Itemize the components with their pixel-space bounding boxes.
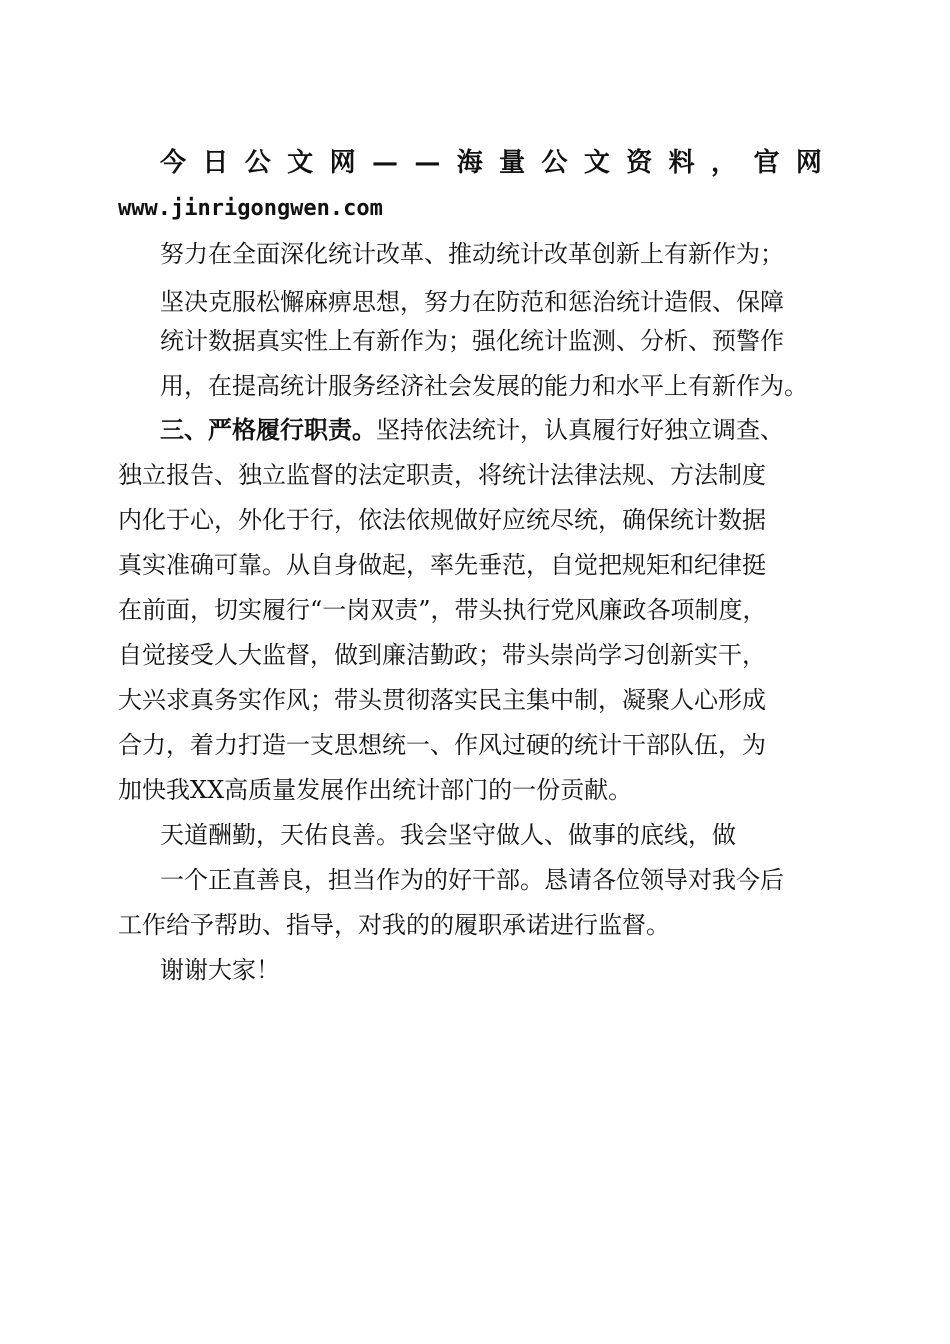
- header-char: 网: [329, 148, 356, 178]
- paragraph-line: 自觉接受人大监督，做到廉洁勤政；带头崇尚学习创新实干，: [118, 641, 766, 669]
- header-char: 官: [753, 148, 780, 178]
- paragraph-line: 合力，着力打造一支思想统一、作风过硬的统计干部队伍，为: [118, 731, 766, 759]
- paragraph-line: 天道酬勤，天佑良善。我会坚守做人、做事的底线，做: [160, 821, 736, 849]
- paragraph-text: 坚持依法统计，认真履行好独立调查、: [376, 416, 784, 444]
- header-char: —: [414, 148, 441, 178]
- paragraph-line: 真实准确可靠。从自身做起，率先垂范，自觉把规矩和纪律挺: [118, 551, 766, 579]
- paragraph-line: [160, 414, 784, 446]
- header-char: 料: [668, 148, 695, 178]
- paragraph-line: 一个正直善良，担当作为的好干部。恳请各位领导对我今后: [160, 866, 784, 894]
- header-char: 公: [541, 148, 568, 178]
- paragraph-line: 在前面，切实履行“一岗双责”，带头执行党风廉政各项制度，: [118, 596, 767, 624]
- paragraph-line: 工作给予帮助、指导，对我的的履职承诺进行监督。: [118, 911, 670, 939]
- paragraph-line: 大兴求真务实作风；带头贯彻落实民主集中制，凝聚人心形成: [118, 686, 766, 714]
- site-url: www.jinrigongwen.com: [118, 196, 383, 221]
- paragraph-line: 独立报告、独立监督的法定职责，将统计法律法规、方法制度: [118, 461, 766, 489]
- header-char: 文: [583, 148, 610, 178]
- header-char: 海: [456, 148, 483, 178]
- site-header-title: [160, 146, 822, 180]
- paragraph-line: 努力在全面深化统计改革、推动统计改革创新上有新作为；: [160, 240, 784, 268]
- header-char: 文: [287, 148, 314, 178]
- paragraph-line: 内化于心，外化于行，依法依规做好应统尽统，确保统计数据: [118, 506, 766, 534]
- header-char: 日: [202, 148, 229, 178]
- header-char: 量: [499, 148, 526, 178]
- header-char: 今: [160, 148, 187, 178]
- header-char: 网: [795, 148, 822, 178]
- header-char: 公: [244, 148, 271, 178]
- header-char: —: [371, 148, 398, 178]
- paragraph-line: 坚决克服松懈麻痹思想，努力在防范和惩治统计造假、保障: [160, 288, 784, 316]
- paragraph-line: 用，在提高统计服务经济社会发展的能力和水平上有新作为。: [160, 372, 808, 400]
- paragraph-line: 统计数据真实性上有新作为；强化统计监测、分析、预警作: [160, 327, 784, 355]
- header-char: 资: [626, 148, 653, 178]
- header-char: ，: [711, 148, 738, 178]
- section-heading: 三、严格履行职责。: [160, 415, 376, 444]
- closing-line: 谢谢大家！: [160, 956, 280, 984]
- paragraph-line: 加快我XX高质量发展作出统计部门的一份贡献。: [118, 776, 633, 804]
